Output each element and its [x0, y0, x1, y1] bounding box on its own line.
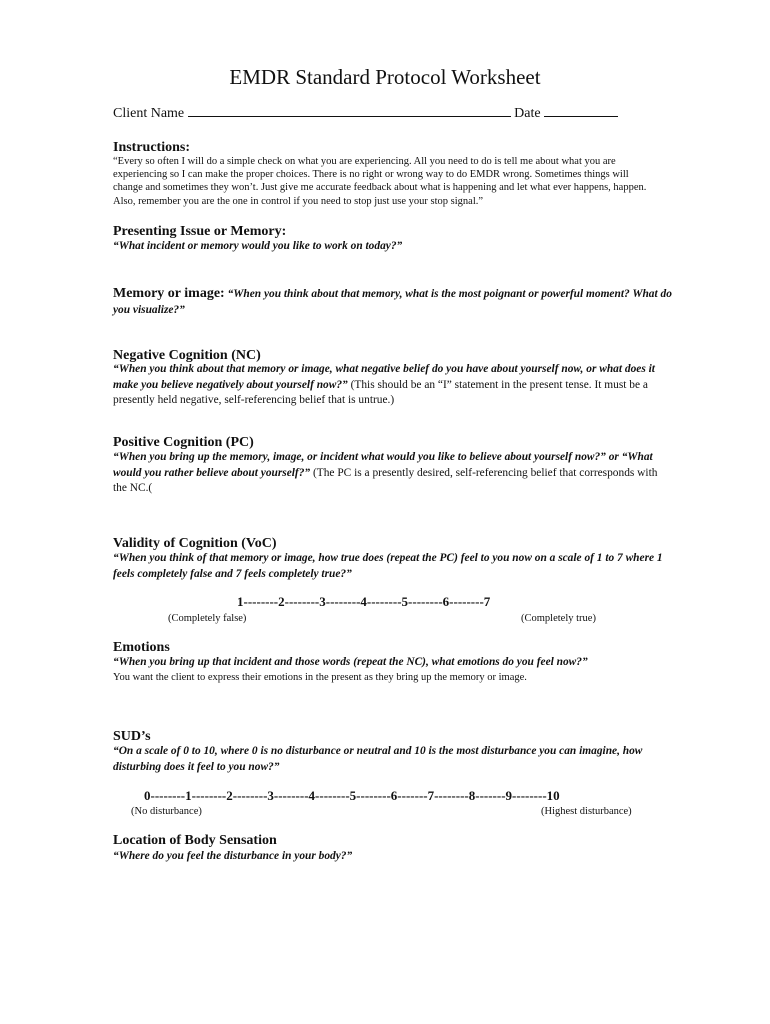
emotions-note: You want the client to express their emotions in the present as they bring up the memory or image. [113, 672, 527, 683]
voc-heading: Validity of Cognition (VoC) [113, 536, 277, 551]
instructions-heading: Instructions: [113, 140, 191, 155]
client-name-field[interactable] [188, 104, 511, 117]
pc-question: “When you bring up the memory, image, or incident what would you like to believe about yourself now?” or “What would you rather believe about yourself?” [113, 451, 653, 479]
suds-low-label: (No disturbance) [131, 806, 202, 817]
emotions-question: “When you bring up that incident and those words (repeat the NC), what emotions do you feel now?” [113, 656, 588, 668]
client-name-label: Client Name [113, 106, 185, 121]
instructions-text: “Every so often I will do a simple check on what you are experiencing. All you need to do is tell me about what you are experiencing so I can make the proper choices. There is no right or wrong way to do EMDR wrong. Sometimes things will change and sometimes they won’t. Just give me accurate feedback about what is happening and let what ever happens, happen. Also, remember you are the one in control if you need to stop just use your stop signal.” [113, 156, 647, 207]
body-sensation-heading: Location of Body Sensation [113, 833, 277, 848]
voc-low-label: (Completely false) [168, 613, 247, 624]
suds-heading: SUD’s [113, 729, 151, 744]
voc-scale: 1--------2--------3--------4--------5--------6--------7 [237, 594, 491, 609]
client-info-line [113, 104, 618, 123]
memory-heading: Memory or image: [113, 286, 225, 301]
pc-body [113, 450, 673, 497]
voc-high-label: (Completely true) [521, 613, 596, 624]
date-field[interactable] [544, 104, 618, 117]
presenting-question: “What incident or memory would you like to work on today?” [113, 240, 403, 252]
memory-section [113, 285, 673, 318]
pc-note: (The PC is a presently desired, self-referencing belief that corresponds with the NC.( [113, 466, 658, 494]
presenting-heading: Presenting Issue or Memory: [113, 224, 287, 239]
page-title: EMDR Standard Protocol Worksheet [229, 65, 541, 89]
body-sensation-question: “Where do you feel the disturbance in your body?” [113, 850, 353, 862]
voc-question: “When you think of that memory or image, how true does (repeat the PC) feel to you now on a scale of 1 to 7 where 1 feels completely false and 7 feels completely true?” [113, 552, 663, 580]
date-label: Date [514, 106, 541, 121]
suds-high-label: (Highest disturbance) [541, 806, 632, 817]
nc-question: “When you think about that memory or image, what negative belief do you have about yourself now, or what does it make you believe negatively about yourself now?” [113, 363, 655, 391]
suds-scale: 0--------1--------2--------3--------4--------5--------6-------7--------8-------9--------10 [144, 788, 560, 803]
pc-heading: Positive Cognition (PC) [113, 435, 254, 450]
nc-body [113, 362, 673, 409]
nc-note: (This should be an “I” statement in the present tense. It must be a presently held negative, self-referencing belief that is untrue.) [113, 378, 648, 406]
nc-heading: Negative Cognition (NC) [113, 348, 261, 363]
memory-question: “When you think about that memory, what is the most poignant or powerful moment? What do you visualize?” [113, 288, 672, 316]
suds-question: “On a scale of 0 to 10, where 0 is no disturbance or neutral and 10 is the most disturbance you can imagine, how disturbing does it feel to you now?” [113, 745, 643, 773]
emotions-heading: Emotions [113, 640, 170, 655]
